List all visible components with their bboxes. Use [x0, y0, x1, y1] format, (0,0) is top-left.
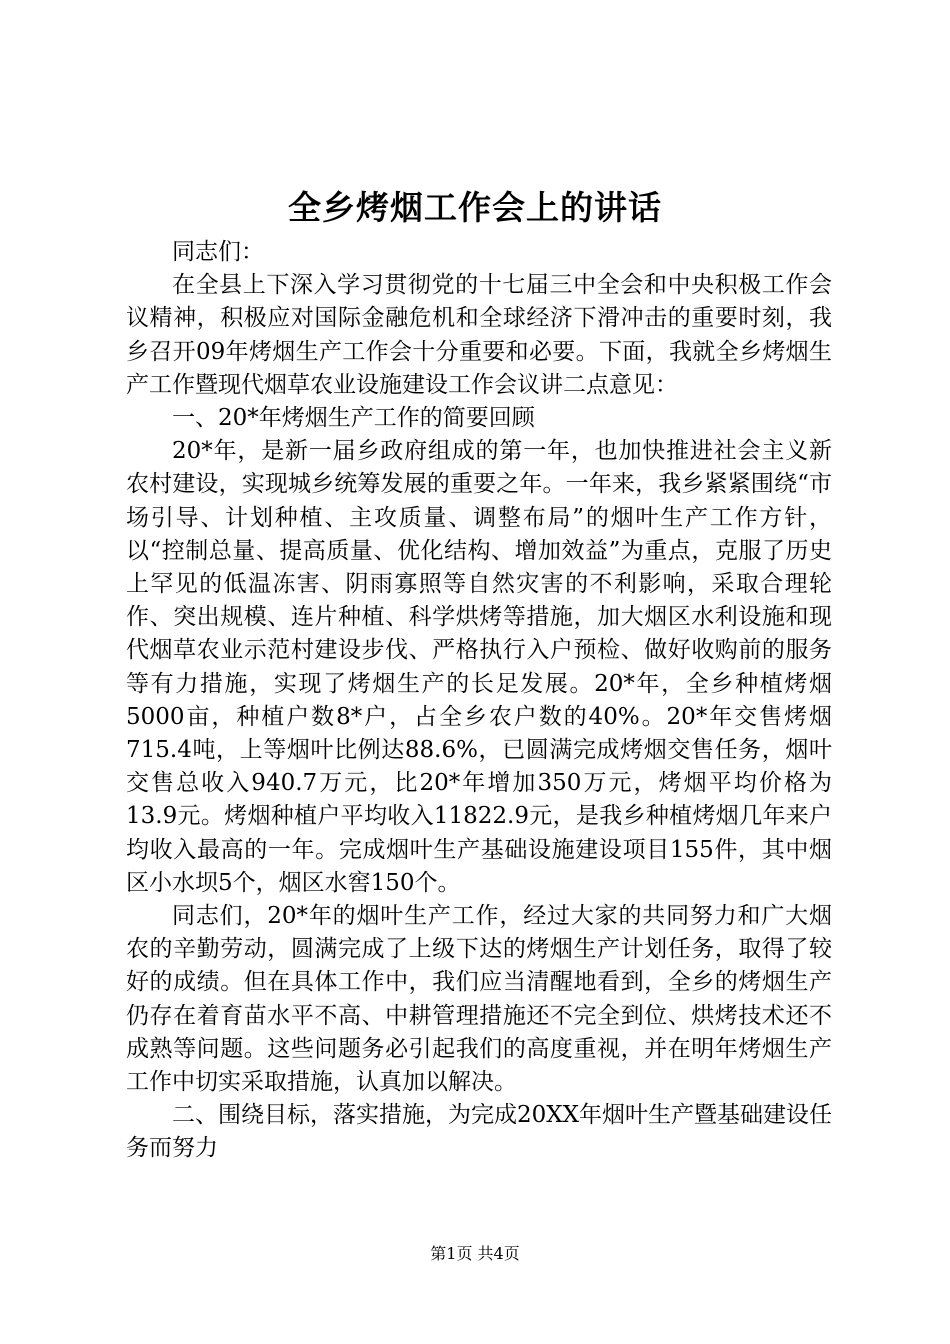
- section-heading-2: 二、围绕目标，落实措施，为完成20XX年烟叶生产暨基础建设任务而努力: [126, 1102, 833, 1162]
- problems-paragraph: 同志们，20*年的烟叶生产工作，经过大家的共同努力和广大烟农的辛勤劳动，圆满完成了上级下达的烤烟生产计划任务，取得了较好的成绩。但在具体工作中，我们应当清醒地看到，全乡的烤烟生产仍存在着育苗水平不高、中耕管理措施还不完全到位、烘烤技术还不成熟等问题。这些问题务必引起我们的高度重视，并在明年烤烟生产工作中切实采取措施，认真加以解决。: [126, 903, 832, 1096]
- document-body: [126, 236, 832, 1166]
- salutation-paragraph: 同志们：: [172, 239, 264, 265]
- review-paragraph: 20*年，是新一届乡政府组成的第一年，也加快推进社会主义新农村建设，实现城乡统筹发展的重要之年。一年来，我乡紧紧围绕“市场引导、计划种植、主攻质量、调整布局”的烟叶生产工作方针，以“控制总量、提高质量、优化结构、增加效益”为重点，克服了历史上罕见的低温冻害、阴雨寡照等自然灾害的不利影响，采取合理轮作、突出规模、连片种植、科学烘烤等措施，加大烟区水利设施和现代烟草农业示范村建设步伐、严格执行入户预检、做好收购前的服务等有力措施，实现了烤烟生产的长足发展。20*年，全乡种植烤烟5000亩，种植户数8*户，占全乡农户数的40%。20*年交售烤烟715.4吨，上等烟叶比例达88.6%，已圆满完成烤烟交售任务，烟叶交售总收入940.7万元，比20*年增加350万元，烤烟平均价格为13.9元。烤烟种植户平均收入11822.9元，是我乡种植烤烟几年来户均收入最高的一年。完成烟叶生产基础设施建设项目155件，其中烟区小水坝5个，烟区水窖150个。: [126, 438, 832, 896]
- intro-paragraph: 在全县上下深入学习贯彻党的十七届三中全会和中央积极工作会议精神，积极应对国际金融危机和全球经济下滑冲击的重要时刻，我乡召开09年烤烟生产工作会十分重要和必要。下面，我就全乡烤烟生产工作暨现代烟草农业设施建设工作会议讲二点意见：: [126, 272, 832, 398]
- page-title: 全乡烤烟工作会上的讲话: [288, 188, 662, 227]
- section-heading-1: 一、20*年烤烟生产工作的简要回顾: [172, 405, 535, 432]
- page-footer: 第1页 共4页: [430, 1244, 520, 1263]
